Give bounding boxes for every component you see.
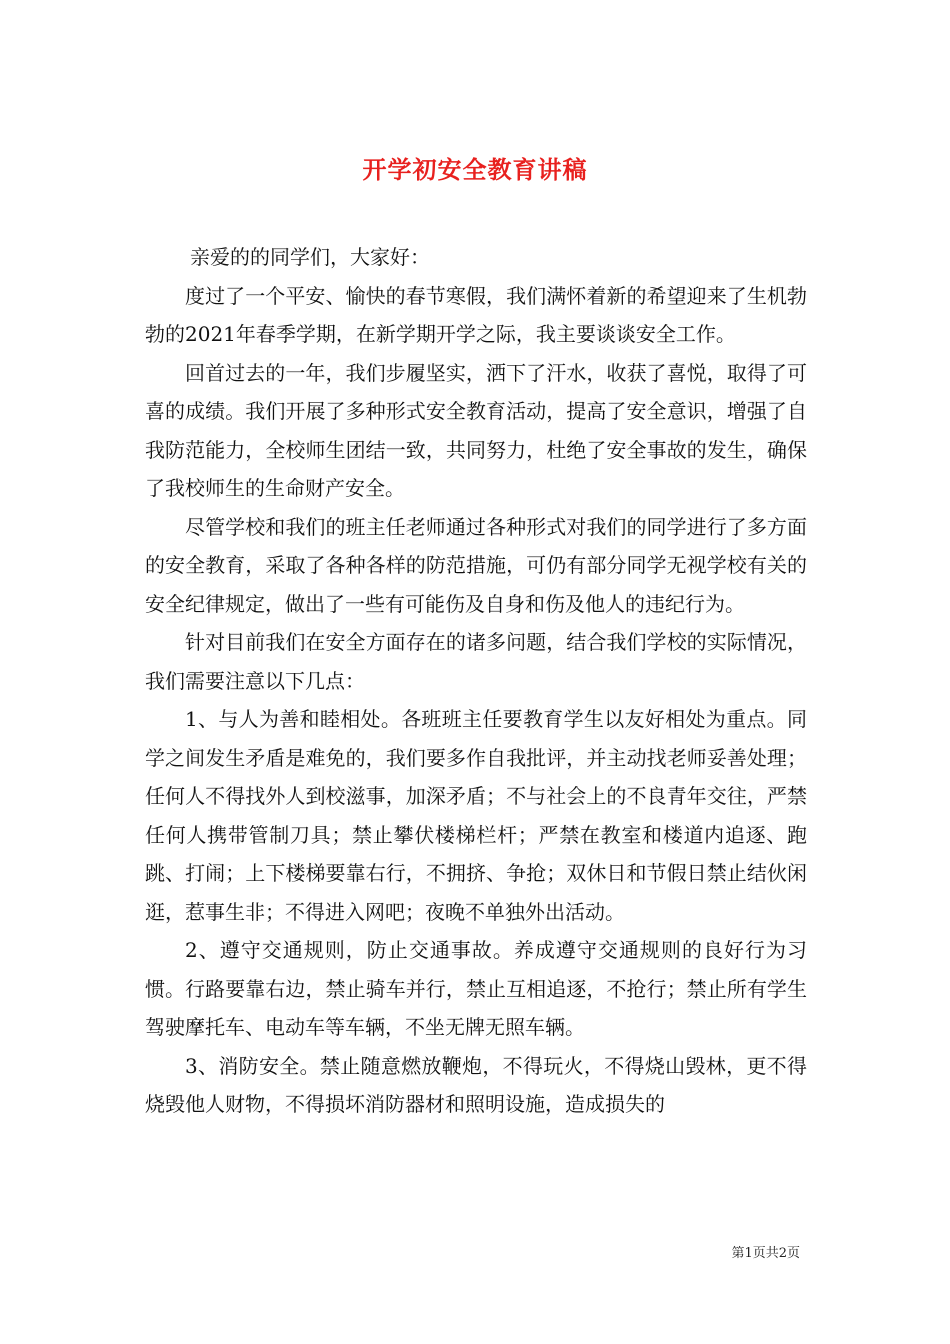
page-indicator: 第1页共2页 xyxy=(731,1246,800,1261)
paragraph-intro: 度过了一个平安、愉快的春节寒假，我们满怀着新的希望迎来了生机勃勃的2021年春季学期，在新学期开学之际，我主要谈谈安全工作。 xyxy=(145,283,807,346)
paragraph-review: 回首过去的一年，我们步履坚实，洒下了汗水，收获了喜悦，取得了可喜的成绩。我们开展了多种形式安全教育活动，提高了安全意识，增强了自我防范能力，全校师生团结一致，共同努力，杜绝了安全事故的发生，确保了我校师生的生命财产安全。 xyxy=(145,360,807,500)
paragraph-point-1: 1、与人为善和睦相处。各班班主任要教育学生以友好相处为重点。同学之间发生矛盾是难免的，我们要多作自我批评，并主动找老师妥善处理；任何人不得找外人到校滋事，加深矛盾；不与社会上的不良青年交往，严禁任何人携带管制刀具；禁止攀伏楼梯栏杆；严禁在教室和楼道内追逐、跑跳、打闹；上下楼梯要靠右行，不拥挤、争抢；双休日和节假日禁止结伙闲逛，惹事生非；不得进入网吧；夜晚不单独外出活动。 xyxy=(145,707,807,924)
paragraph-point-2: 2、遵守交通规则，防止交通事故。养成遵守交通规则的良好行为习惯。行路要靠右边，禁止骑车并行，禁止互相追逐，不抢行；禁止所有学生驾驶摩托车、电动车等车辆，不坐无牌无照车辆。 xyxy=(145,938,807,1039)
paragraph-points-intro: 针对目前我们在安全方面存在的诸多问题，结合我们学校的实际情况，我们需要注意以下几点： xyxy=(145,630,807,693)
document-body xyxy=(145,238,807,1124)
paragraph-point-3: 3、消防安全。禁止随意燃放鞭炮，不得玩火，不得烧山毁林，更不得烧毁他人财物，不得损坏消防器材和照明设施，造成损失的 xyxy=(145,1053,807,1116)
document-title: 开学初安全教育讲稿 xyxy=(362,155,588,185)
paragraph-problems: 尽管学校和我们的班主任老师通过各种形式对我们的同学进行了多方面的安全教育，采取了各种各样的防范措施，可仍有部分同学无视学校有关的安全纪律规定，做出了一些有可能伤及自身和伤及他人的违纪行为。 xyxy=(145,514,807,616)
greeting-line: 亲爱的的同学们，大家好： xyxy=(190,245,430,269)
